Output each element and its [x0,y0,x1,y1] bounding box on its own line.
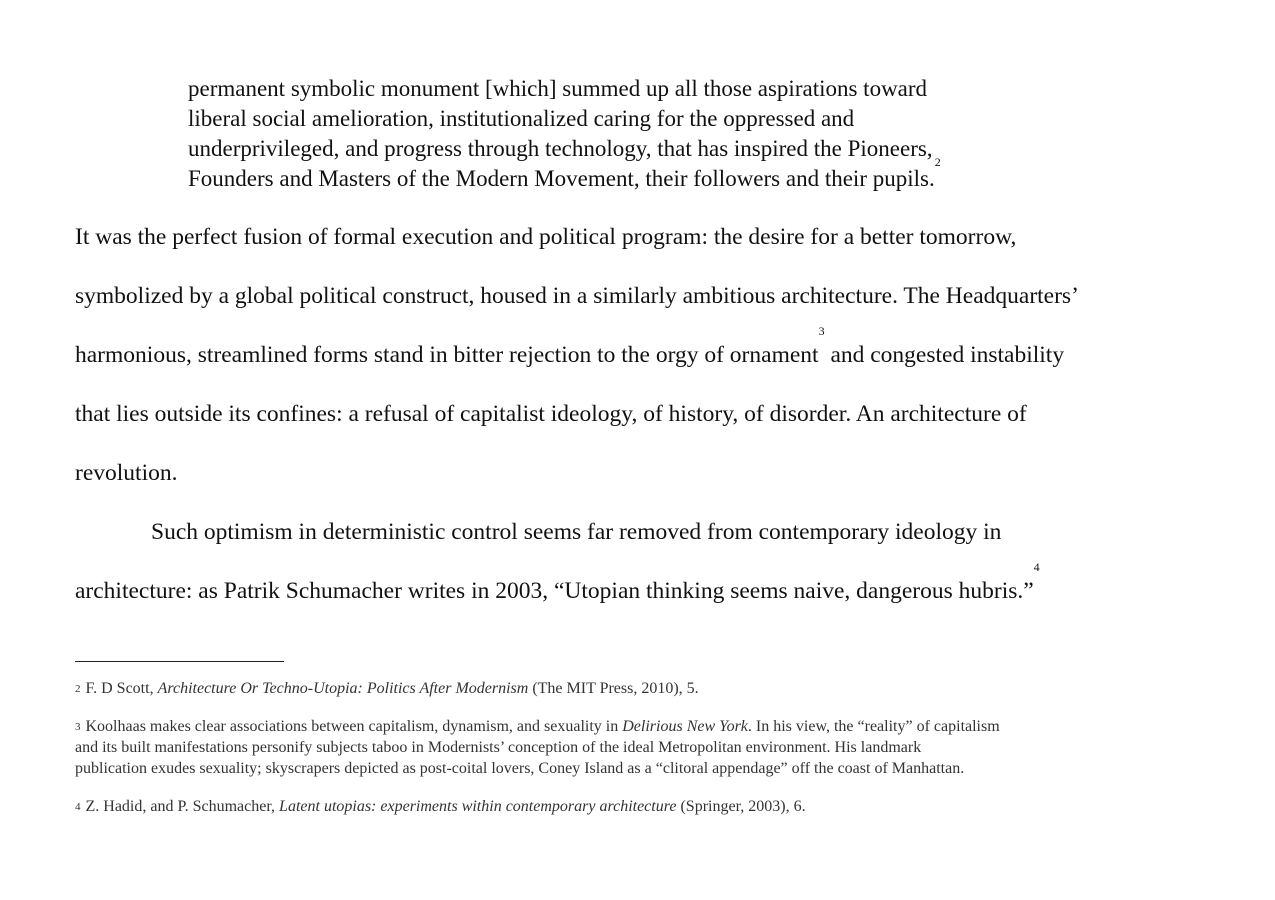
footnote-title: Architecture Or Techno-Utopia: Politics After Modernism [157,680,529,697]
body-line: It was the perfect fusion of formal execution and political program: the desire for a better tomorrow, [75,224,1017,250]
body-line [75,324,1215,392]
footnote-text: Koolhaas makes clear associations between capitalism, dynamism, and sexuality in [85,718,623,735]
body-line: that lies outside its confines: a refusal of capitalist ideology, of history, of disorder. An architecture of [75,401,1027,427]
footnote-text: (Springer, 2003), 6. [676,798,806,815]
footnote-3 [75,716,1205,779]
footnote-text: F. D Scott, [85,680,158,697]
footnote-number: 3 [75,721,81,733]
quote-line: permanent symbolic monument [which] summed up all those aspirations toward [188,76,928,101]
footnote-4 [75,796,1205,817]
footnote-number: 2 [75,683,81,695]
footnote-line: publication exudes sexuality; skyscrapers depicted as post-coital lovers, Coney Island as a “clitoral appendage” off the coast of Manhattan. [75,760,965,777]
footnote-number: 4 [75,801,81,813]
footnote-title: Latent utopias: experiments within contemporary architecture [279,798,677,815]
footnote-line [75,678,1205,699]
footnote-line: and its built manifestations personify subjects taboo in Modernists’ conception of the ideal Metropolitan environment. His landmark [75,739,922,756]
body-line: Such optimism in deterministic control seems far removed from contemporary ideology in [151,519,1002,545]
footnote-title: Delirious New York [622,718,748,735]
body-line: revolution. [75,460,178,486]
footnote-text: Z. Hadid, and P. Schumacher, [85,798,280,815]
quote-line-text: Founders and Masters of the Modern Movement, their followers and their pupils. [188,166,935,191]
footnote-text: . In his view, the “reality” of capitalism [747,718,1000,735]
footnotes [75,678,1205,834]
body-line-text: and congested instability [824,342,1065,368]
footnote-ref-4[interactable]: 4 [1033,560,1040,574]
quote-line [188,155,1068,194]
body-line-text: architecture: as Patrik Schumacher writes in 2003, “Utopian thinking seems naive, dangerous hubris.” [75,578,1034,604]
block-quote [188,74,1068,194]
footnote-ref-2[interactable]: 2 [934,155,941,169]
footnote-2 [75,678,1205,699]
body-line [75,560,1215,628]
footnote-ref-3[interactable]: 3 [818,324,825,338]
footnote-separator [75,661,284,662]
quote-line: underprivileged, and progress through technology, that has inspired the Pioneers, [188,136,933,161]
footnote-line [75,796,1205,817]
body-line: symbolized by a global political construct, housed in a similarly ambitious architecture. The Headquarters’ [75,283,1079,309]
quote-line: liberal social amelioration, institutionalized caring for the oppressed and [188,106,855,131]
body-text [75,215,1215,628]
body-line-text: harmonious, streamlined forms stand in bitter rejection to the orgy of ornament [75,342,819,368]
footnote-text: (The MIT Press, 2010), 5. [528,680,699,697]
footnote-line [75,716,1205,737]
